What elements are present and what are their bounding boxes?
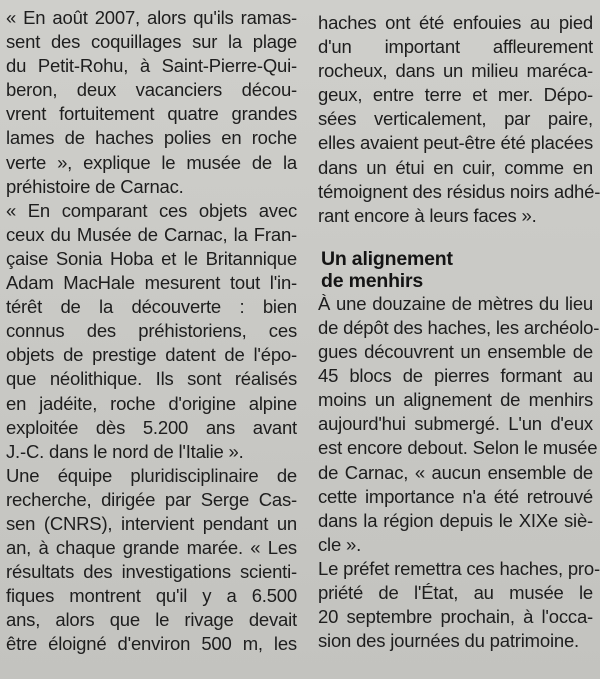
text-line: exploitée dès 5.200 ans avant	[6, 416, 297, 438]
paragraph-research-team	[6, 464, 297, 657]
text-line: gues découvrent un ensemble de	[318, 341, 593, 363]
heading-line: de menhirs	[321, 269, 424, 292]
paragraph-menhirs	[318, 292, 600, 557]
text-line: est encore debout. Selon le musée	[318, 437, 598, 459]
text-line: connus des préhistoriens, ces	[6, 320, 297, 342]
paragraph-comparison	[6, 199, 297, 464]
text-line: À une douzaine de mètres du lieu	[318, 292, 593, 314]
text-line: sen (CNRS), intervient pendant un	[6, 512, 297, 534]
text-line: sion des journées du patrimoine.	[318, 630, 579, 652]
article-column-left	[6, 0, 297, 679]
text-line: geux, entre terre et mer. Dépo-	[318, 84, 593, 106]
text-line: préhistoire de Carnac.	[6, 175, 184, 197]
text-line: térêt de la découverte : bien	[6, 296, 297, 318]
text-line: an, à chaque grande marée. « Les	[6, 537, 297, 559]
text-line: elles avaient peut-être été placées	[318, 132, 593, 154]
text-line: témoignent des résidus noirs adhé-	[318, 180, 600, 202]
text-line: 45 blocs de pierres formant au	[318, 365, 593, 387]
text-line: aujourd'hui submergé. L'un d'eux	[318, 413, 593, 435]
text-line: du Petit-Rohu, à Saint-Pierre-Qui-	[6, 55, 297, 77]
section-heading	[318, 228, 593, 292]
text-line: « En août 2007, alors qu'ils ramas-	[6, 7, 297, 28]
text-line: objets de prestige datent de l'épo-	[6, 344, 297, 366]
text-line: cette importance n'a été retrouvé	[318, 485, 593, 507]
text-line: vrent fortuitement quatre grandes	[6, 103, 297, 125]
text-line: rant encore à leurs faces ».	[318, 204, 537, 226]
text-line: Le préfet remettra ces haches, pro-	[318, 557, 600, 579]
text-line: fiques montrent qu'il y a 6.500	[6, 585, 297, 607]
text-line: dans la région depuis le XIXe siè-	[318, 509, 593, 531]
text-line: lames de haches polies en roche	[6, 127, 297, 149]
text-line: haches ont été enfouies au pied	[318, 12, 593, 33]
text-line: 20 septembre prochain, à l'occa-	[318, 606, 593, 628]
text-line: de dépôt des haches, les archéolo-	[318, 316, 600, 338]
text-line: priété de l'État, au musée le	[318, 581, 593, 603]
text-line: en jadéite, roche d'origine alpine	[6, 392, 297, 414]
text-line: recherche, dirigée par Serge Cas-	[6, 488, 297, 510]
text-line: cle ».	[318, 533, 362, 555]
text-line: être éloigné d'environ 500 m, les	[6, 633, 297, 655]
text-line: que néolithique. Ils sont réalisés	[6, 368, 297, 390]
text-line: Adam MacHale mesurent tout l'in-	[6, 272, 297, 294]
text-line: Une équipe pluridisciplinaire de	[6, 464, 297, 486]
text-line: sent des coquillages sur la plage	[6, 31, 297, 53]
text-line: « En comparant ces objets avec	[6, 199, 297, 221]
text-line: sées verticalement, par paire,	[318, 108, 593, 130]
text-line: moins un alignement de menhirs	[318, 389, 593, 411]
text-line: ans, alors que le rivage devait	[6, 609, 297, 631]
heading-line: Un alignement	[321, 247, 453, 270]
text-line: de Carnac, « aucun ensemble de	[318, 461, 593, 483]
paragraph-burial	[318, 0, 600, 228]
text-line: d'un important affleurement	[318, 36, 593, 58]
article-column-right	[318, 0, 600, 679]
text-line: rocheux, dans un milieu maréca-	[318, 60, 593, 82]
text-line: beron, deux vacanciers décou-	[6, 79, 297, 101]
text-line: J.-C. dans le nord de l'Italie ».	[6, 440, 244, 462]
paragraph-discovery	[6, 0, 297, 199]
text-line: çaise Sonia Hoba et le Britannique	[6, 247, 297, 269]
paragraph-prefect	[318, 557, 600, 653]
text-line: ceux du Musée de Carnac, la Fran-	[6, 223, 297, 245]
text-line: dans un étui en cuir, comme en	[318, 156, 593, 178]
text-line: résultats des investigations scienti-	[6, 561, 297, 583]
text-line: verte », explique le musée de la	[6, 151, 297, 173]
